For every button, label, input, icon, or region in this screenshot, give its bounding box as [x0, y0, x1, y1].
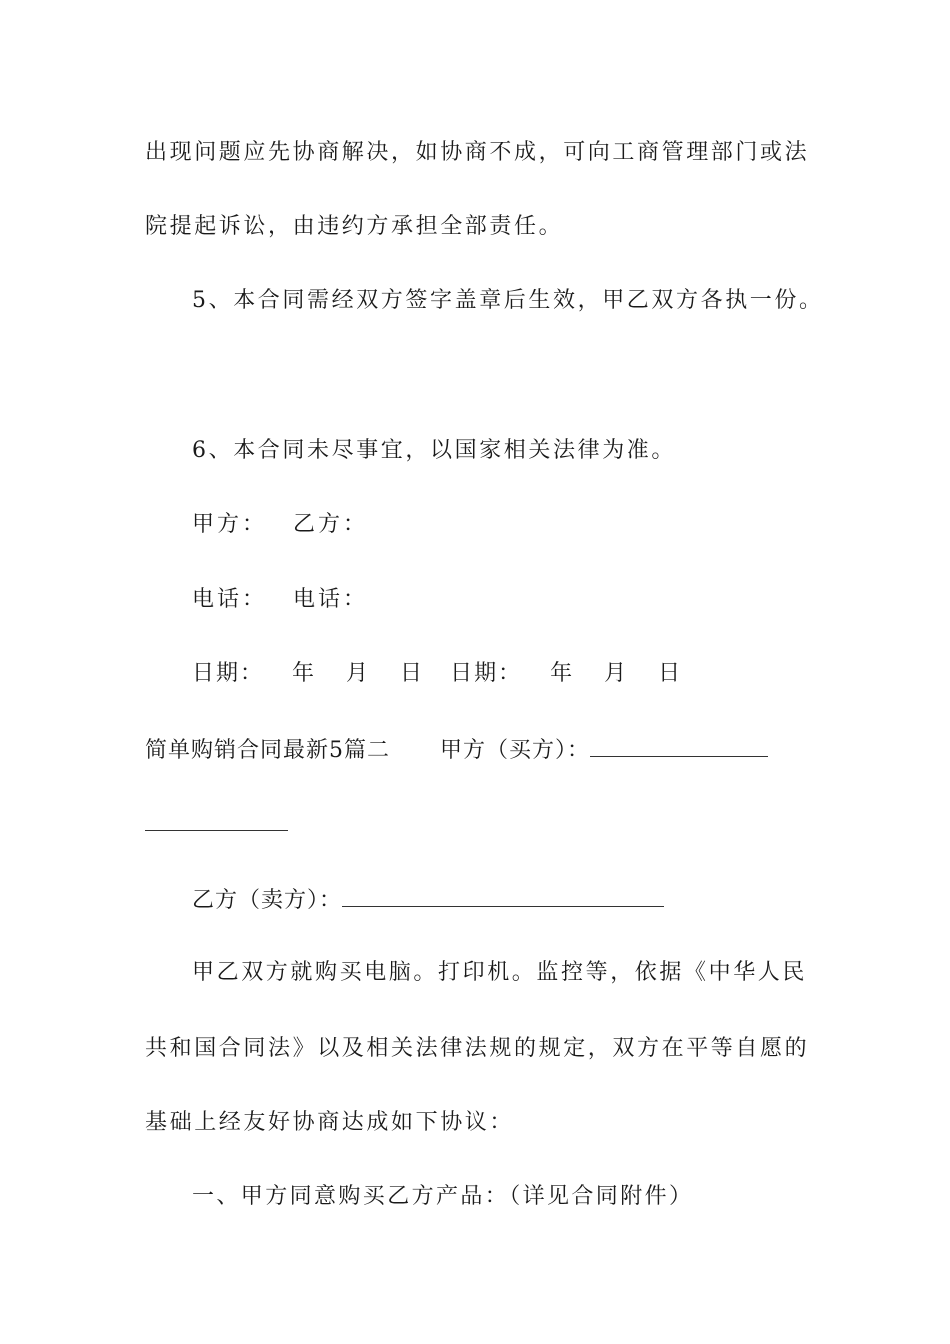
seller-blank — [342, 884, 664, 907]
party-a-label: 甲方： — [192, 512, 268, 537]
year-label: 年 — [550, 661, 575, 686]
party-signature-row — [192, 510, 368, 540]
day-label: 日 — [400, 661, 425, 686]
buyer-label: 甲方（买方）： — [440, 738, 591, 763]
seller-row — [192, 884, 664, 916]
seller-label: 乙方（卖方）： — [192, 888, 343, 913]
paragraph-line: 院提起诉讼，由违约方承担全部责任。 — [145, 214, 564, 239]
intro-line: 甲乙双方就购买电脑。打印机。监控等，依据《中华人民 — [192, 960, 808, 985]
year-label: 年 — [292, 661, 317, 686]
phone-a-label: 电话： — [192, 587, 268, 612]
section-heading-row — [145, 734, 768, 766]
paragraph-line: 出现问题应先协商解决，如协商不成，可向工商管理部门或法 — [145, 140, 810, 165]
phone-row — [192, 585, 368, 615]
intro-line: 共和国合同法》以及相关法律法规的规定，双方在平等自愿的 — [145, 1036, 810, 1061]
buyer-blank — [590, 734, 768, 757]
clause-5: 5、本合同需经双方签字盖章后生效，甲乙双方各执一份。 — [192, 288, 824, 313]
clause-1: 一、甲方同意购买乙方产品：（详见合同附件） — [192, 1184, 694, 1209]
date-b-label: 日期： — [450, 661, 523, 686]
phone-b-label: 电话： — [293, 587, 369, 612]
clause-6: 6、本合同未尽事宜，以国家相关法律为准。 — [192, 438, 676, 463]
buyer-blank-continued — [145, 830, 288, 831]
month-label: 月 — [346, 661, 371, 686]
month-label: 月 — [604, 661, 629, 686]
date-row — [192, 659, 682, 689]
intro-line: 基础上经友好协商达成如下协议： — [145, 1110, 515, 1135]
date-a-label: 日期： — [192, 661, 265, 686]
party-b-label: 乙方： — [293, 512, 369, 537]
day-label: 日 — [658, 661, 683, 686]
section-title: 简单购销合同最新5篇二 — [145, 738, 390, 763]
